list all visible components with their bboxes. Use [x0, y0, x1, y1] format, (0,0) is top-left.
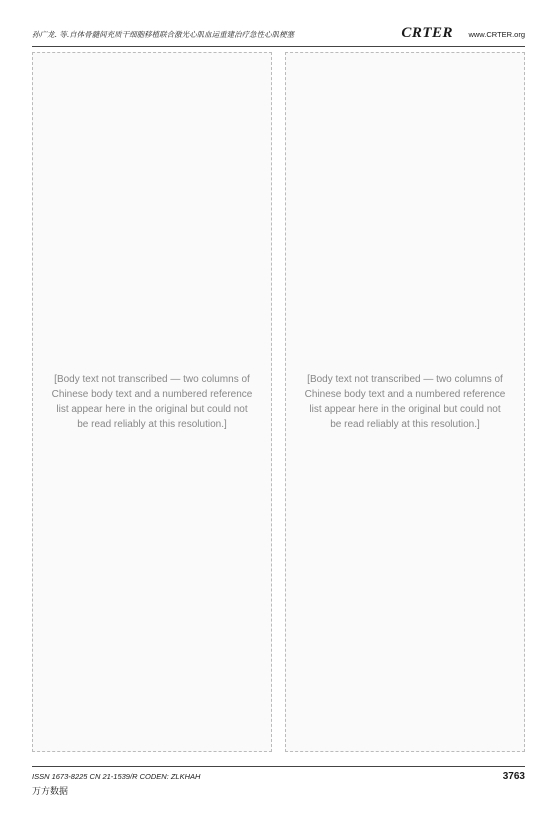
journal-logo: CRTER: [401, 25, 453, 41]
left-column: [32, 52, 272, 752]
body-placeholder-left: [Body text not transcribed — two columns of Chinese body text and a numbered reference list appear here in the original but could not be read reliably at this resolution.]: [51, 374, 253, 430]
body-placeholder-right: [Body text not transcribed — two columns of Chinese body text and a numbered reference list appear here in the original but could not be read reliably at this resolution.]: [304, 374, 506, 430]
issn-line: ISSN 1673-8225 CN 21-1539/R CODEN: ZLKHAH: [32, 772, 201, 781]
body-columns: [32, 52, 525, 752]
running-title: 孙广龙. 等.自体骨髓间充质干细胞移植联合激光心肌血运重建治疗急性心肌梗塞: [32, 30, 295, 39]
page-number: 3763: [502, 771, 525, 782]
page-footer: [32, 766, 525, 797]
right-column: [285, 52, 525, 752]
source-watermark: 万方数据: [32, 787, 69, 797]
journal-url[interactable]: www.CRTER.org: [468, 30, 525, 39]
running-header: [32, 26, 525, 47]
